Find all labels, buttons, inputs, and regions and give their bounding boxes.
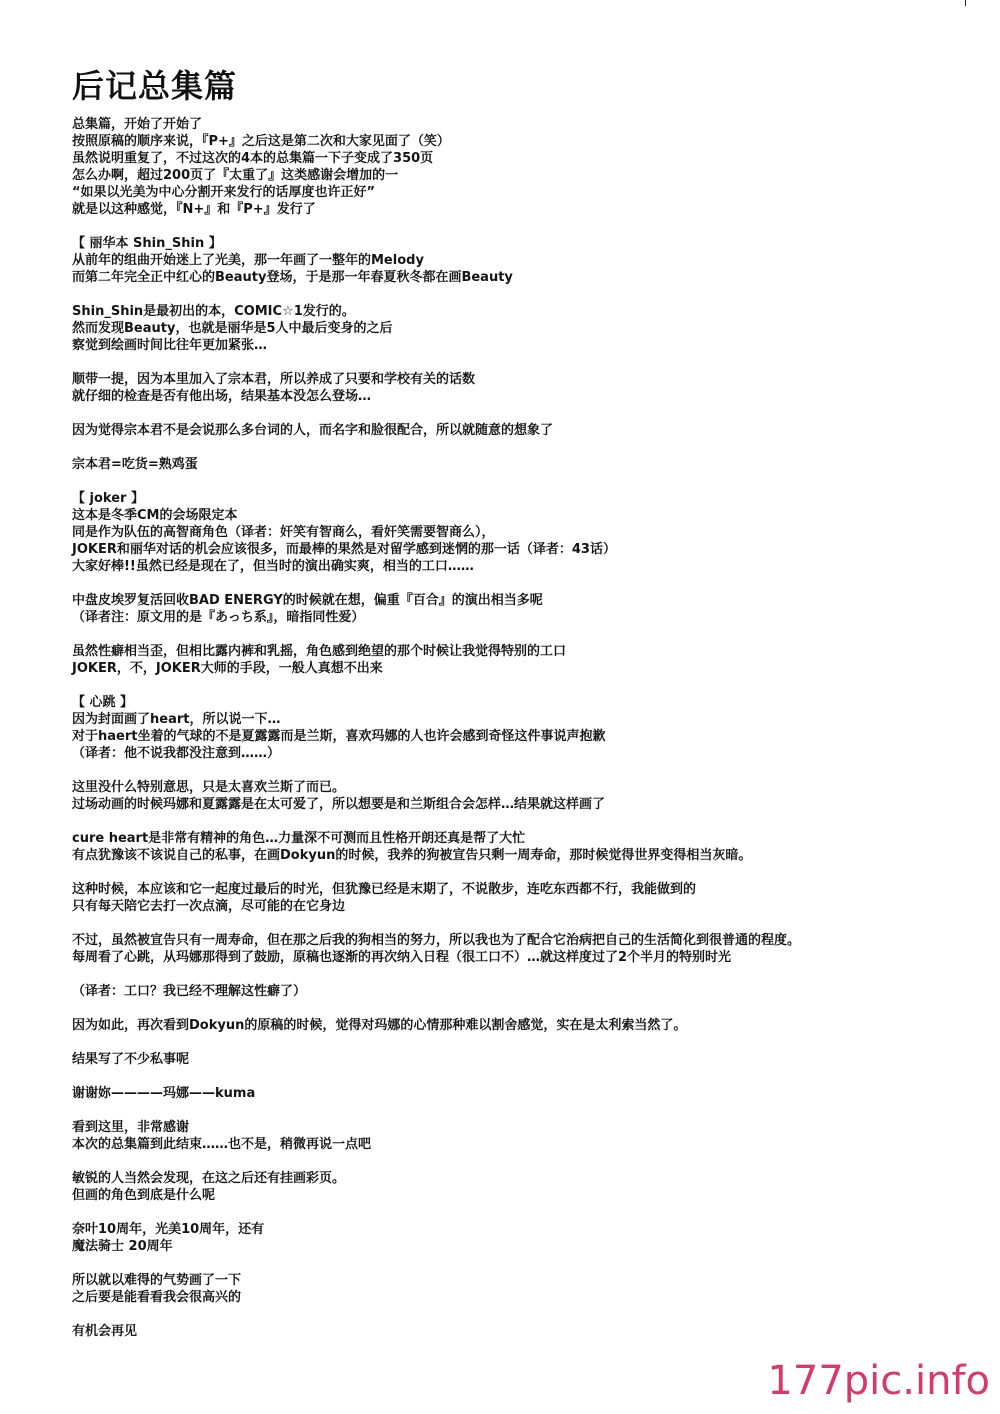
text-line: 大家好棒!!虽然已经是现在了，但当时的演出确实爽，相当的工口…… (72, 559, 474, 574)
site-watermark: 177pic.info (767, 1358, 990, 1404)
paragraph (72, 643, 972, 677)
paragraph (72, 490, 972, 575)
paragraph (72, 116, 972, 218)
text-line: 有机会再见 (72, 1324, 138, 1339)
text-line: 然而发现Beauty，也就是丽华是5人中最后变身的之后 (72, 321, 393, 336)
text-line: 因为觉得宗本君不是会说那么多台词的人，而名字和脸很配合，所以就随意的想象了 (72, 423, 554, 438)
text-line: JOKER和丽华对话的机会应该很多，而最棒的果然是对留学感到迷惘的那一话（译者：43话） (72, 542, 616, 557)
text-line: 看到这里，非常感谢 (72, 1120, 190, 1135)
paragraph (72, 1323, 972, 1340)
text-line: 有点犹豫该不该说自己的私事，在画Dokyun的时候，我养的狗被宣告只剩一周寿命，那时候觉得世界变得相当灰暗。 (72, 848, 752, 863)
text-line: JOKER，不，JOKER大师的手段，一般人真想不出来 (72, 661, 383, 676)
text-line: 所以就以难得的气势画了一下 (72, 1273, 242, 1288)
text-line: 这种时候，本应该和它一起度过最后的时光，但犹豫已经是末期了，不说散步，连吃东西都不行，我能做到的 (72, 882, 697, 897)
text-line: 按照原稿的顺序来说，『P+』之后这是第二次和大家见面了（笑） (72, 134, 450, 149)
text-line: 但画的角色到底是什么呢 (72, 1188, 216, 1203)
paragraph (72, 1051, 972, 1068)
paragraph (72, 694, 972, 762)
paragraph (72, 830, 972, 864)
text-line: cure heart是非常有精神的角色…力量深不可测而且性格开朗还真是帮了大忙 (72, 831, 526, 846)
text-line: 同是作为队伍的高智商角色（译者：奸笑有智商么，看奸笑需要智商么）， (72, 525, 495, 540)
text-line: 虽然性癖相当歪，但相比露内裤和乳摇，角色感到绝望的那个时候让我觉得特别的工口 (72, 644, 567, 659)
afterword-page (72, 64, 972, 1357)
text-line: 而第二年完全正中红心的Beauty登场，于是那一年春夏秋冬都在画Beauty (72, 270, 513, 285)
text-line: （译者：他不说我都没注意到……） (72, 746, 281, 761)
paragraph (72, 881, 972, 915)
text-line: 每周看了心跳，从玛娜那得到了鼓励，原稿也逐渐的再次纳入日程（很工口不）…就这样度过了2个半月的特别时光 (72, 950, 732, 965)
afterword-body (72, 116, 972, 1340)
text-line: 不过，虽然被宣告只有一周寿命，但在那之后我的狗相当的努力，所以我也为了配合它治病把自己的生活简化到很普通的程度。 (72, 933, 801, 948)
text-line: 对于haert坐着的气球的不是夏露露而是兰斯，喜欢玛娜的人也许会感到奇怪这件事说声抱歉 (72, 729, 606, 744)
paragraph (72, 779, 972, 813)
text-line: 顺带一提，因为本里加入了宗本君，所以养成了只要和学校有关的话数 (72, 372, 476, 387)
text-line: 察觉到绘画时间比往年更加紧张… (72, 338, 268, 353)
paragraph (72, 371, 972, 405)
text-line: 宗本君=吃货=熟鸡蛋 (72, 457, 198, 472)
page-title: 后记总集篇 (72, 67, 238, 105)
text-line: 虽然说明重复了，不过这次的4本的总集篇一下子变成了350页 (72, 151, 434, 166)
text-line: 之后要是能看看我会很高兴的 (72, 1290, 242, 1305)
paragraph (72, 1221, 972, 1255)
text-line: 只有每天陪它去打一次点滴，尽可能的在它身边 (72, 899, 346, 914)
text-line: 过场动画的时候玛娜和夏露露是在太可爱了，所以想要是和兰斯组合会怎样…结果就这样画了 (72, 797, 606, 812)
text-line: 【 丽华本 Shin_Shin 】 (72, 236, 222, 251)
text-line: （译者注：原文用的是『あっち系』，暗指同性爱） (72, 610, 365, 625)
text-line: （译者：工口？我已经不理解这性癖了） (72, 984, 307, 999)
text-line: “如果以光美为中心分割开来发行的话厚度也许正好” (72, 185, 376, 200)
paragraph (72, 422, 972, 439)
text-line: Shin_Shin是最初出的本，COMIC☆1发行的。 (72, 304, 355, 319)
text-line: 就是以这种感觉，『N+』和『P+』发行了 (72, 202, 316, 217)
text-line: 魔法骑士 20周年 (72, 1239, 173, 1254)
text-line: 中盘皮埃罗复活回收BAD ENERGY的时候就在想，偏重『百合』的演出相当多呢 (72, 593, 543, 608)
text-line: 这里没什么特别意思，只是太喜欢兰斯了而已。 (72, 780, 346, 795)
text-line: 因为如此，再次看到Dokyun的原稿的时候，觉得对玛娜的心情那种难以割舍感觉，实在是太利索当然了。 (72, 1018, 687, 1033)
text-line: 就仔细的检查是否有他出场，结果基本没怎么登场… (72, 389, 372, 404)
crop-mark (965, 0, 966, 6)
paragraph (72, 1272, 972, 1306)
text-line: 因为封面画了heart，所以说一下… (72, 712, 281, 727)
paragraph (72, 932, 972, 966)
text-line: 从前年的组曲开始迷上了光美，那一年画了一整年的Melody (72, 253, 424, 268)
paragraph (72, 983, 972, 1000)
paragraph (72, 456, 972, 473)
paragraph (72, 303, 972, 354)
text-line: 敏锐的人当然会发现，在这之后还有挂画彩页。 (72, 1171, 346, 1186)
paragraph (72, 1085, 972, 1102)
paragraph (72, 1119, 972, 1153)
text-line: 总集篇，开始了开始了 (72, 117, 203, 132)
paragraph (72, 1170, 972, 1204)
text-line: 这本是冬季CM的会场限定本 (72, 508, 238, 523)
text-line: 【 joker 】 (72, 491, 144, 506)
text-line: 谢谢妳————玛娜——kuma (72, 1086, 256, 1101)
text-line: 奈叶10周年，光美10周年，还有 (72, 1222, 265, 1237)
paragraph (72, 235, 972, 286)
paragraph (72, 1017, 972, 1034)
text-line: 【 心跳 】 (72, 695, 134, 710)
paragraph (72, 592, 972, 626)
text-line: 结果写了不少私事呢 (72, 1052, 190, 1067)
text-line: 本次的总集篇到此结束……也不是，稍微再说一点吧 (72, 1137, 372, 1152)
text-line: 怎么办啊，超过200页了『太重了』这类感谢会增加的一 (72, 168, 399, 183)
